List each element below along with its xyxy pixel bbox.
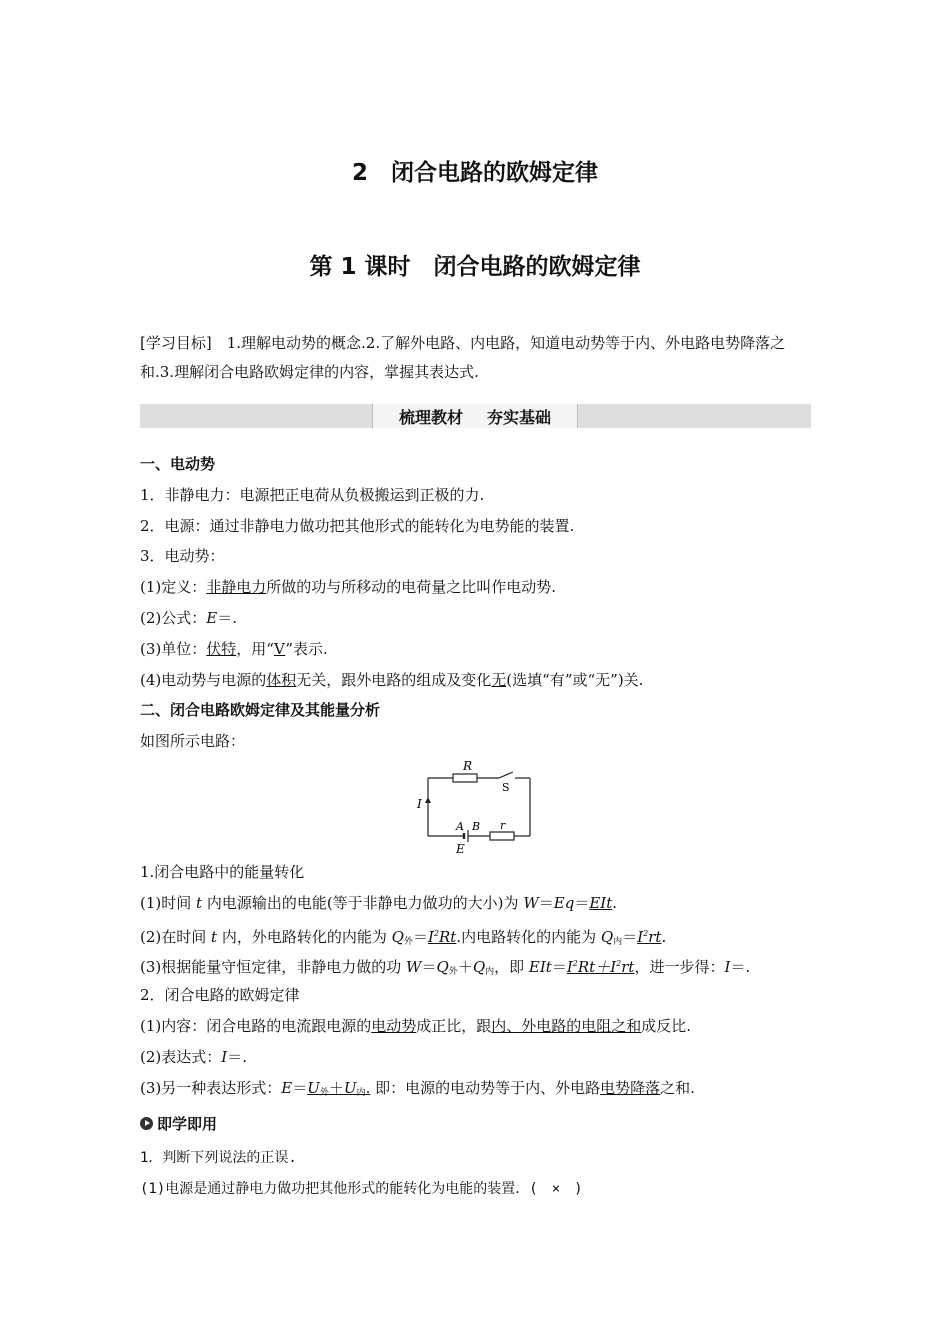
text: ＝ — [292, 1078, 308, 1097]
practice-heading-text: 即学即用 — [157, 1114, 218, 1133]
text: ＝ — [421, 958, 437, 977]
para-nonelectrostatic: 1．非静电力：电源把正电荷从负极搬运到正极的力. — [140, 485, 485, 504]
text: (1)时间 — [140, 893, 197, 912]
text: ，进一步得： — [634, 958, 725, 977]
circuit-figure — [140, 757, 812, 857]
answer-blank — [307, 1079, 370, 1097]
text: ＝ — [574, 893, 590, 912]
answer-blank: 电势降落 — [600, 1078, 661, 1097]
text: (1)定义： — [140, 578, 207, 597]
text: ＝ — [412, 927, 428, 946]
text: ＋ — [328, 1078, 344, 1097]
text: ，用“ — [236, 639, 274, 658]
practice-heading — [140, 1103, 812, 1143]
subscript: 外 — [319, 1087, 329, 1098]
answer-blank: 非静电力 — [206, 578, 267, 597]
text: ＋ — [457, 958, 473, 977]
banner-box — [372, 404, 578, 428]
variable: Rt — [577, 958, 596, 977]
label-A: A — [456, 819, 464, 833]
answer-blank: EIt — [589, 893, 613, 912]
text: 所做的功与所移动的电荷量之比叫作电动势. — [266, 578, 557, 597]
law-alt-expression — [140, 1073, 812, 1104]
label-I: I — [417, 796, 422, 811]
para-emf: 3．电动势： — [140, 547, 225, 566]
text: 即：电源的电动势等于内、外电路 — [370, 1078, 601, 1097]
label-S: S — [502, 780, 510, 794]
subscript: 内 — [356, 1087, 366, 1098]
variable: I — [566, 958, 573, 977]
answer-blank — [567, 958, 635, 976]
variable: I — [427, 927, 434, 946]
answer-blank: 电动势 — [371, 1016, 417, 1035]
energy-line-1 — [140, 888, 812, 919]
text: ＝ — [551, 958, 567, 977]
text: ”表示. — [285, 639, 328, 658]
subscript: 外 — [403, 936, 413, 947]
variable: t — [196, 893, 203, 912]
variable: Q — [600, 927, 614, 946]
text: ＝ — [538, 893, 554, 912]
variable: W — [523, 893, 539, 912]
answer-blank: 伏特 — [206, 639, 237, 658]
text: . — [612, 893, 618, 912]
answer-blank: V — [273, 639, 286, 658]
section-heading-emf: 一、电动势 — [140, 455, 216, 473]
text: . — [661, 927, 667, 946]
text: (3)根据能量守恒定律，非静电力做的功 — [140, 958, 407, 977]
variable: EIt — [528, 958, 552, 977]
text: 内，外电路转化的内能为 — [217, 927, 392, 946]
variable: t — [211, 927, 218, 946]
circuit-intro: 如图所示电路： — [140, 732, 246, 751]
para-power-source: 2．电源：通过非静电力做功把其他形式的能转化为电势能的装置. — [140, 516, 575, 535]
variable: I — [637, 927, 644, 946]
variable: U — [343, 1078, 357, 1097]
text: 内电源输出的电能(等于非静电力做功的大小)为 — [202, 893, 524, 912]
goals-tag: [学习目标] — [140, 334, 212, 352]
text: (2)表达式： — [140, 1047, 222, 1066]
label-B: B — [472, 819, 481, 833]
emf-relation — [140, 665, 812, 696]
label-r: r — [500, 818, 506, 832]
subscript: 外 — [448, 967, 458, 978]
subscript: 内 — [485, 967, 495, 978]
variable: I — [610, 958, 617, 977]
variable: U — [307, 1078, 320, 1097]
emf-formula — [140, 603, 812, 634]
variable: E — [206, 608, 218, 627]
variable: Eq — [553, 893, 575, 912]
answer-blank — [637, 928, 661, 946]
text: ，即 — [494, 958, 529, 977]
variable: I — [724, 958, 731, 977]
text: ＝. — [217, 608, 237, 627]
goals-text: 1.理解电动势的概念.2.了解外电路、内电路，知道电动势等于内、外电路电势降落之和.3.理解闭合电路欧姆定律的内容，掌握其表达式. — [140, 334, 786, 381]
variable: rt — [621, 958, 635, 977]
energy-line-2 — [140, 919, 812, 950]
text: (1)内容：闭合电路的电流跟电源的 — [140, 1016, 372, 1035]
variable: Q — [472, 958, 486, 977]
text: (3)另一种表达形式： — [140, 1078, 282, 1097]
law-expression — [140, 1042, 812, 1073]
energy-line-3 — [140, 949, 812, 980]
emf-unit — [140, 634, 812, 665]
subscript: 内 — [613, 936, 623, 947]
law-content — [140, 1011, 812, 1042]
section-banner — [140, 404, 811, 428]
variable: rt — [648, 927, 662, 946]
variable: I — [221, 1047, 228, 1066]
lesson-title: 第 1 课时 闭合电路的欧姆定律 — [309, 254, 641, 280]
banner-left: 梳理教材 — [398, 407, 463, 427]
text: 之和. — [660, 1078, 695, 1097]
superscript: 2 — [433, 928, 439, 938]
answer-blank: 内、外电路的电阻之和 — [491, 1016, 642, 1035]
circuit-diagram — [412, 761, 542, 855]
section-heading-ohm: 二、闭合电路欧姆定律及其能量分析 — [140, 701, 381, 720]
label-R: R — [463, 760, 473, 773]
text: . — [365, 1078, 371, 1097]
superscript: 2 — [572, 959, 578, 969]
law-title: 2．闭合电路的欧姆定律 — [140, 986, 300, 1005]
text: .内电路转化的内能为 — [456, 927, 601, 946]
text: 无关，跟外电路的组成及变化 — [296, 670, 492, 689]
answer-blank: 体积 — [266, 670, 297, 689]
answer-blank: 无 — [491, 670, 507, 689]
variable: Q — [391, 927, 404, 946]
question-1: 1．判断下列说法的正误. — [140, 1150, 297, 1167]
play-circle-icon — [140, 1117, 153, 1130]
text: ＝. — [730, 958, 751, 977]
learning-goals — [140, 329, 812, 387]
chapter-title: 2 闭合电路的欧姆定律 — [351, 160, 598, 186]
variable: Q — [436, 958, 449, 977]
superscript: 2 — [643, 928, 649, 938]
main-content — [140, 449, 812, 1205]
superscript: 2 — [616, 959, 622, 969]
text: 成反比. — [641, 1016, 692, 1035]
text: 成正比，跟 — [416, 1016, 492, 1035]
label-E: E — [456, 841, 465, 855]
text: ＝. — [227, 1047, 247, 1066]
text: (4)电动势与电源的 — [140, 670, 267, 689]
emf-definition — [140, 572, 812, 603]
banner-right: 夯实基础 — [487, 407, 552, 427]
text: (选填“有”或“无”)关. — [506, 670, 644, 689]
variable: W — [406, 958, 422, 977]
text: (2)公式： — [140, 608, 207, 627]
variable: Rt — [438, 927, 457, 946]
text: (3)单位： — [140, 639, 207, 658]
variable: E — [281, 1078, 293, 1097]
text: (2)在时间 — [140, 927, 212, 946]
answer-blank — [428, 928, 456, 946]
text: ＝ — [622, 927, 638, 946]
energy-title: 1.闭合电路中的能量转化 — [140, 862, 305, 881]
text: ＋ — [595, 958, 611, 977]
question-1-1: (1)电源是通过静电力做功把其他形式的能转化为电能的装置．( × ) — [140, 1181, 583, 1198]
